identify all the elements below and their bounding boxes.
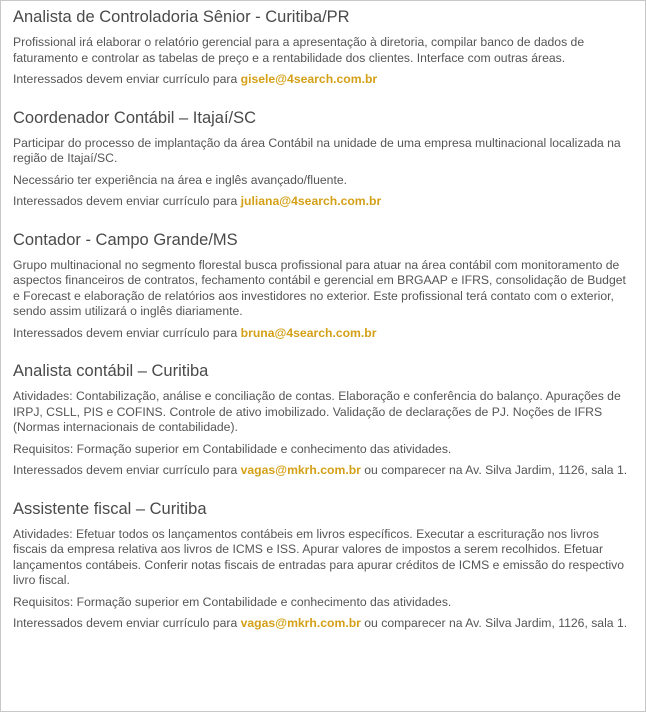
apply-label: Interessados xyxy=(13,325,83,340)
requirements-label: Requisitos xyxy=(13,594,70,609)
job-listing xyxy=(13,108,633,210)
activities-label: Atividades xyxy=(13,526,70,541)
job-description: Grupo multinacional no segmento florestal busca profissional para atuar na área contábil com monitoramento de aspectos financeiros de contratos, fechamento contábil e gerencial em BRGAAP e IFRS, consolidação de Budget e Forecast e elaboração de relatórios aos investidores no exterior. Este profissional terá contato com o exterior, sendo assim utilizará o inglês diariamente. xyxy=(13,257,626,318)
job-title: Coordenador Contábil – Itajaí/SC xyxy=(13,108,257,127)
email-link[interactable]: vagas@mkrh.com.br xyxy=(240,616,361,630)
apply-line xyxy=(13,616,633,632)
activities-line xyxy=(13,527,633,589)
job-description-extra: Necessário ter experiência na área e inglês avançado/fluente. xyxy=(13,172,348,187)
requirements-line xyxy=(13,442,633,458)
email-link[interactable]: vagas@mkrh.com.br xyxy=(240,463,361,477)
apply-line xyxy=(13,326,633,342)
job-listing xyxy=(13,499,633,632)
requirements-line xyxy=(13,595,633,611)
job-listing xyxy=(13,7,633,88)
job-title: Contador - Campo Grande/MS xyxy=(13,230,238,249)
activities-line xyxy=(13,389,633,436)
job-list xyxy=(1,1,645,632)
apply-label: Interessados xyxy=(13,72,83,86)
activities-text: : Contabilização, análise e conciliação de contas. Elaboração e conferência do balanço. Apurações de IRPJ, CSLL, PIS e COFINS. Controle de ativo imobilizado. Validação de declarações de PJ. Noções de IFRS (Normas internacionais de contabilidade). xyxy=(13,389,621,434)
apply-line xyxy=(13,194,633,210)
job-title: Analista de Controladoria Sênior - Curitiba/PR xyxy=(13,8,350,26)
requirements-text: : Formação superior em Contabilidade e conhecimento das atividades. xyxy=(69,594,452,609)
apply-text: devem enviar currículo para xyxy=(82,72,241,86)
apply-label: Interessados xyxy=(13,463,83,477)
requirements-label: Requisitos xyxy=(13,441,70,456)
email-link[interactable]: gisele@4search.com.br xyxy=(240,72,378,86)
job-title: Analista contábil – Curitiba xyxy=(13,362,209,380)
job-listing xyxy=(13,361,633,479)
requirements-text: : Formação superior em Contabilidade e conhecimento das atividades. xyxy=(69,441,452,456)
email-link[interactable]: bruna@4search.com.br xyxy=(240,325,377,340)
job-listing xyxy=(13,230,633,342)
email-link[interactable]: juliana@4search.com.br xyxy=(240,194,382,208)
apply-line xyxy=(13,72,633,88)
apply-label: Interessados xyxy=(13,616,83,630)
apply-text: devem enviar currículo para xyxy=(82,616,241,630)
apply-suffix: ou comparecer na Av. Silva Jardim, 1126, sala 1. xyxy=(360,616,628,630)
job-title: Assistente fiscal – Curitiba xyxy=(13,499,207,518)
activities-label: Atividades xyxy=(13,389,70,403)
apply-suffix: ou comparecer na Av. Silva Jardim, 1126, sala 1. xyxy=(360,463,628,477)
job-description: Participar do processo de implantação da área Contábil na unidade de uma empresa multinacional localizada na região de Itajaí/SC. xyxy=(13,135,621,165)
apply-label: Interessados xyxy=(13,194,83,208)
apply-text: devem enviar currículo para xyxy=(82,325,241,340)
job-description: Profissional irá elaborar o relatório gerencial para a apresentação à diretoria, compilar banco de dados de faturamento e controlar as tabelas de preço e a rentabilidade dos clientes. Interface com outras áreas. xyxy=(13,35,585,65)
activities-text: : Efetuar todos os lançamentos contábeis em livros específicos. Executar a escrituração nos livros fiscais da empresa relativa aos livros de ICMS e ISS. Apurar valores de impostos a serem recolhidos. Efetuar lançamentos contábeis. Conferir notas fiscais de entradas para apurar créditos de ICMS e emissão do respectivo livro fiscal. xyxy=(13,526,625,587)
apply-text: devem enviar currículo para xyxy=(82,194,241,208)
apply-text: devem enviar currículo para xyxy=(82,463,241,477)
apply-line xyxy=(13,463,633,479)
